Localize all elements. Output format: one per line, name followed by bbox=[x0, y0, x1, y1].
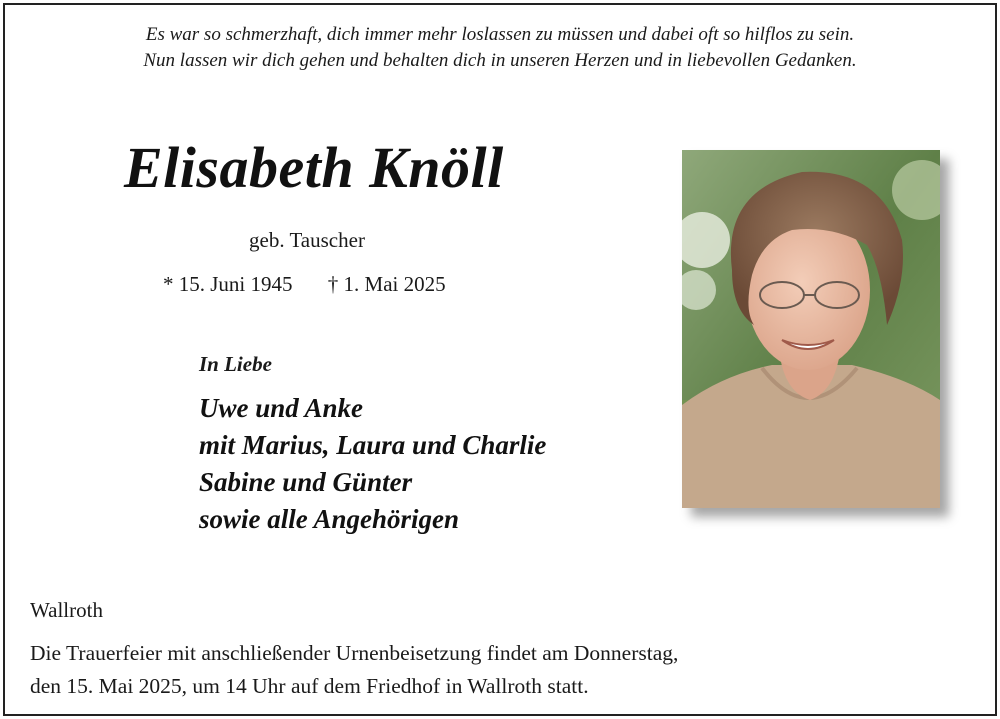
deceased-name: Elisabeth Knöll bbox=[124, 135, 504, 200]
portrait-photo bbox=[682, 150, 940, 508]
mourner-line: mit Marius, Laura und Charlie bbox=[199, 430, 547, 460]
portrait-illustration bbox=[682, 150, 940, 508]
birth-date: * 15. Juni 1945 bbox=[163, 272, 293, 296]
mourner-line: Sabine und Günter bbox=[199, 467, 413, 497]
mourners-intro: In Liebe bbox=[199, 352, 272, 376]
birth-name: geb. Tauscher bbox=[249, 228, 365, 252]
death-date: † 1. Mai 2025 bbox=[327, 272, 446, 296]
service-line-2: den 15. Mai 2025, um 14 Uhr auf dem Friedhof in Wallroth statt. bbox=[30, 674, 589, 698]
life-dates bbox=[163, 272, 446, 297]
motto-line-2: Nun lassen wir dich gehen und behalten dich in unseren Herzen und in liebevollen Gedanken. bbox=[143, 50, 857, 71]
mourners-list bbox=[199, 390, 546, 538]
motto bbox=[0, 22, 1000, 74]
mourner-line: sowie alle Angehörigen bbox=[199, 504, 460, 534]
mourner-line: Uwe und Anke bbox=[199, 393, 364, 423]
service-line-1: Die Trauerfeier mit anschließender Urnenbeisetzung findet am Donnerstag, bbox=[30, 641, 679, 665]
service-info bbox=[30, 637, 678, 703]
place: Wallroth bbox=[30, 598, 103, 622]
motto-line-1: Es war so schmerzhaft, dich immer mehr loslassen zu müssen und dabei oft so hilflos zu sein. bbox=[145, 24, 855, 45]
